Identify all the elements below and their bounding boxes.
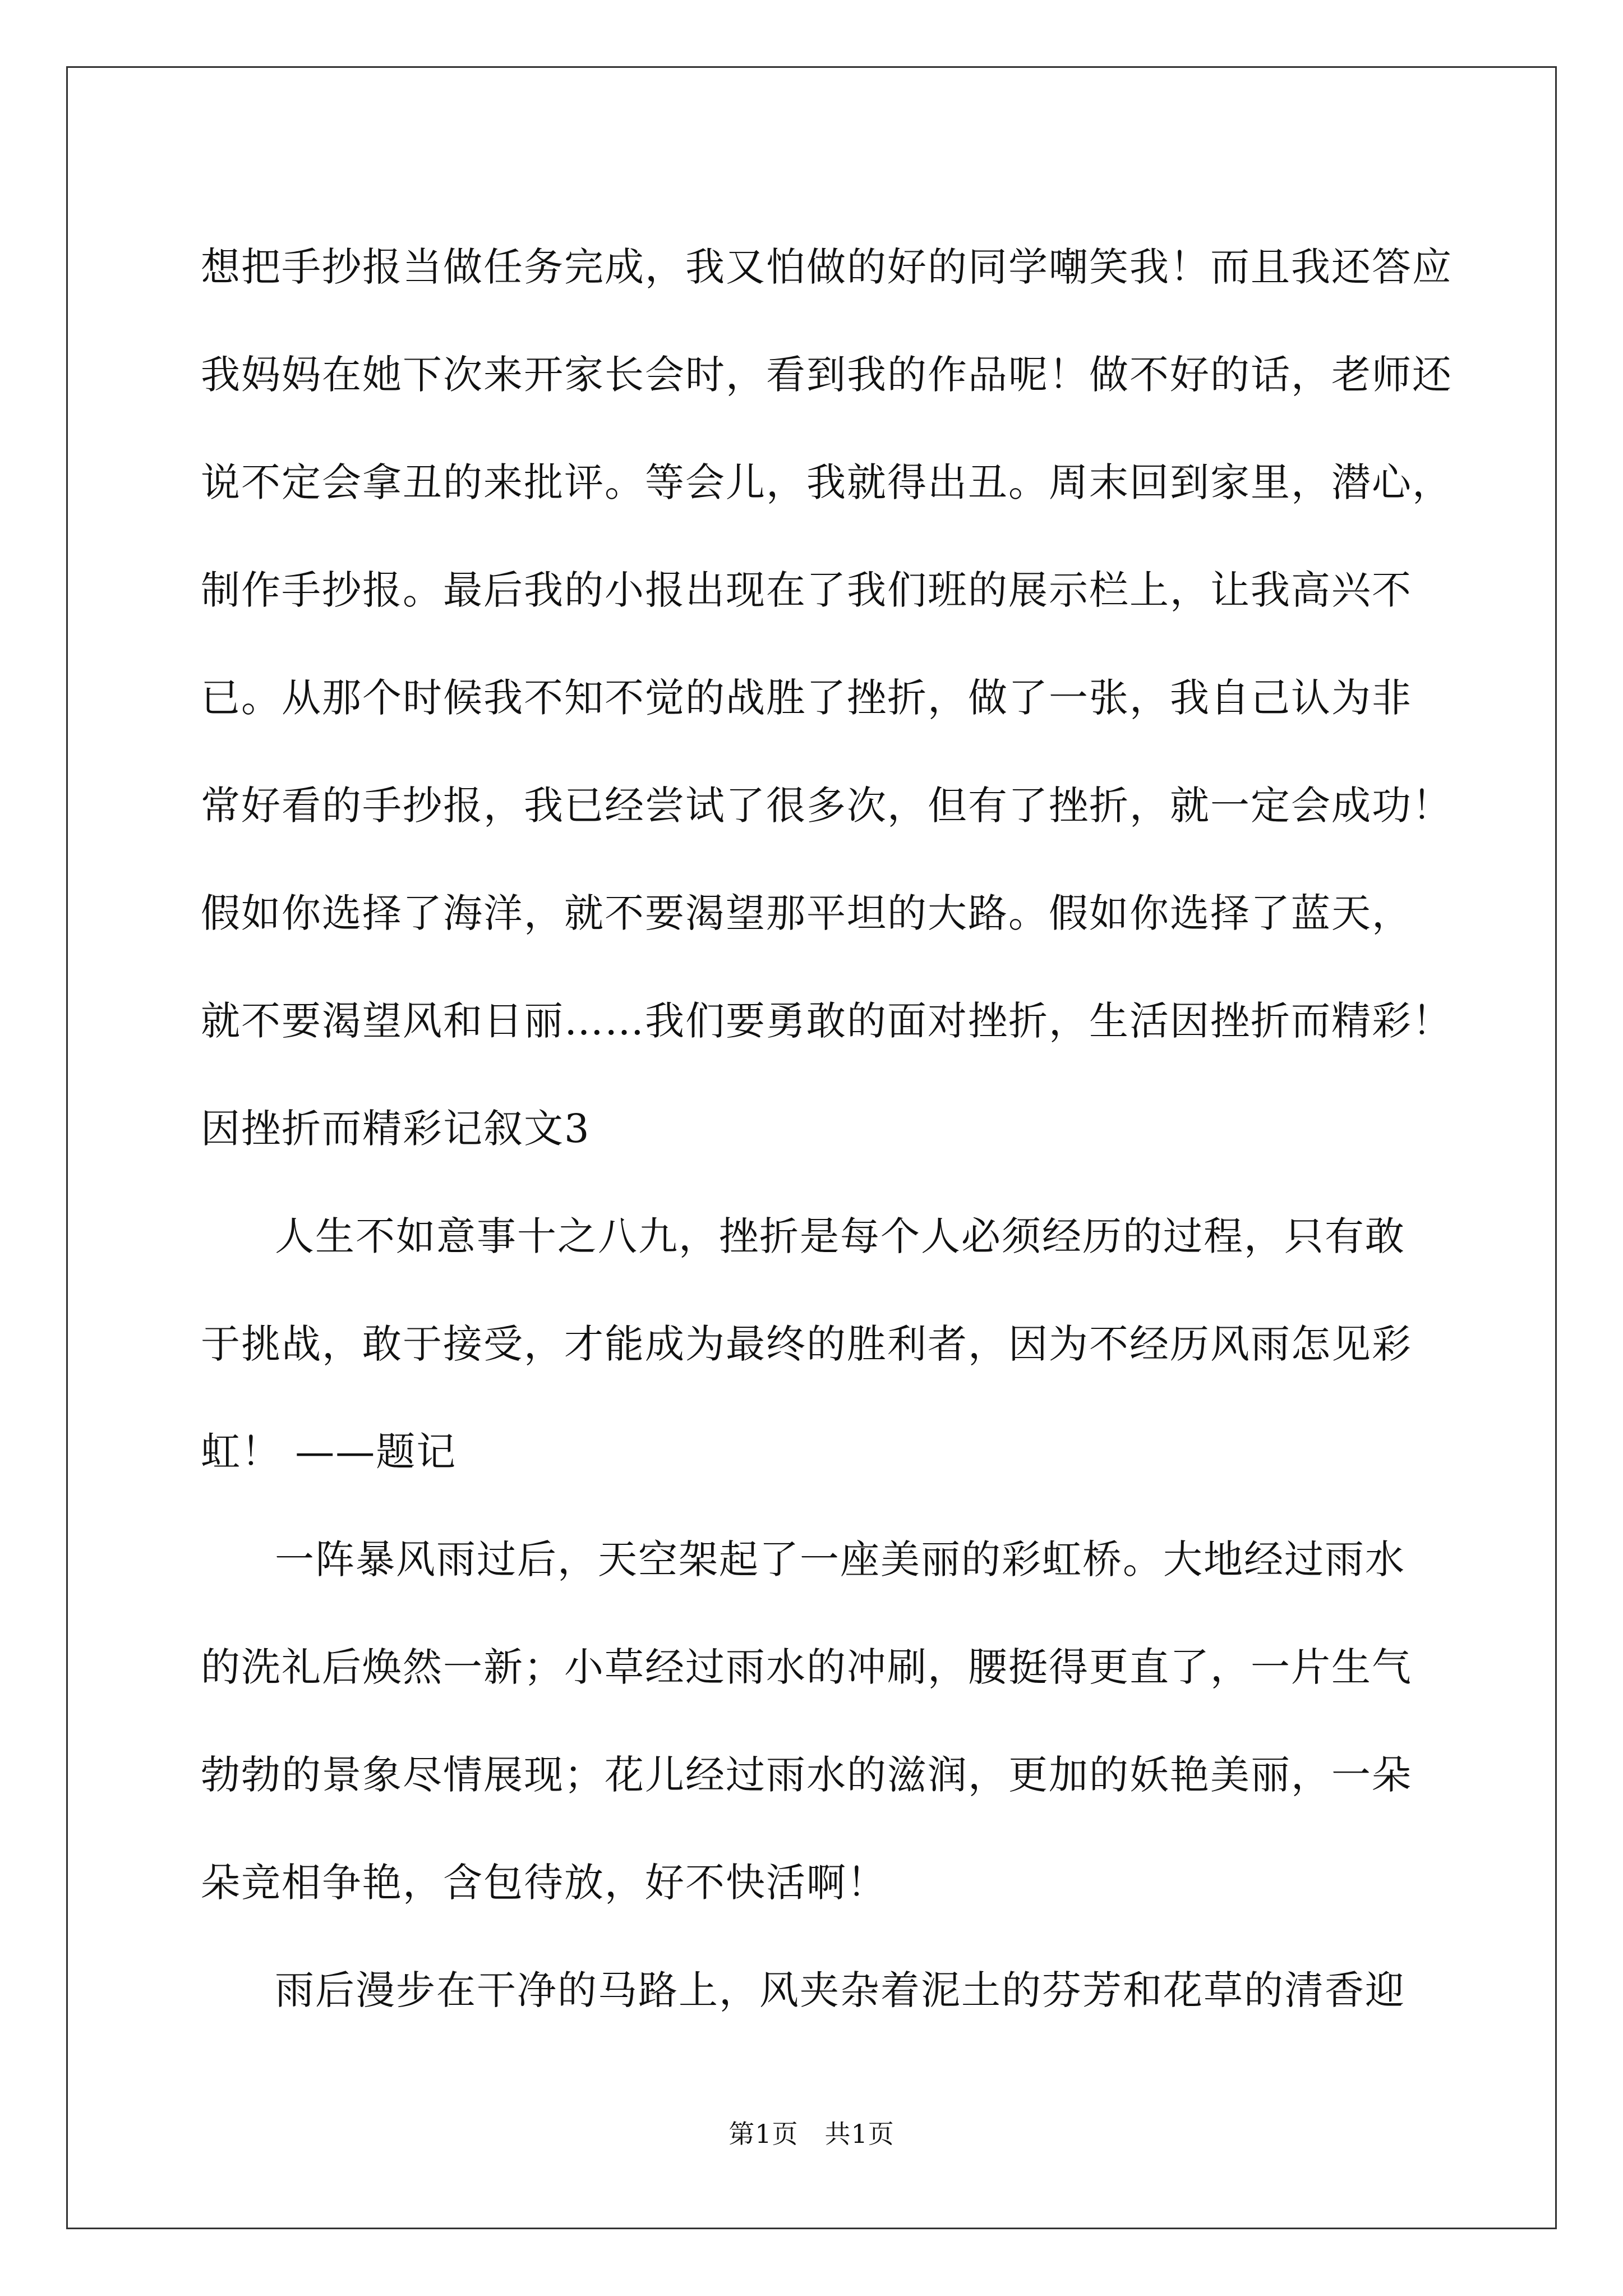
paragraph-continuation bbox=[201, 213, 1453, 1075]
text-line: 就不要渴望风和日丽……我们要勇敢的面对挫折，生活因挫折而精彩！ bbox=[201, 998, 1453, 1044]
document-body bbox=[201, 213, 1453, 2044]
paragraph-intro bbox=[201, 1182, 1422, 1506]
text-line: 一阵暴风雨过后，天空架起了一座美丽的彩虹桥。大地经过雨水 bbox=[275, 1536, 1405, 1582]
text-line: 常好看的手抄报，我已经尝试了很多次，但有了挫折，就一定会成功！ bbox=[201, 783, 1453, 829]
text-line: 我妈妈在她下次来开家长会时，看到我的作品呢！做不好的话，老师还 bbox=[201, 352, 1453, 398]
text-line: 已。从那个时候我不知不觉的战胜了挫折，做了一张，我自己认为非 bbox=[201, 675, 1412, 721]
text-line: 朵竞相争艳，含包待放，好不快活啊！ bbox=[201, 1860, 887, 1906]
text-line: 人生不如意事十之八九，挫折是每个人必须经历的过程，只有敢 bbox=[275, 1213, 1405, 1259]
text-line: 假如你选择了海洋，就不要渴望那平坦的大路。假如你选择了蓝天， bbox=[201, 890, 1412, 936]
text-line: 的洗礼后焕然一新；小草经过雨水的冲刷，腰挺得更直了，一片生气 bbox=[201, 1644, 1412, 1690]
text-line: 雨后漫步在干净的马路上，风夹杂着泥土的芬芳和花草的清香迎 bbox=[275, 1967, 1405, 2013]
text-line: 制作手抄报。最后我的小报出现在了我们班的展示栏上，让我高兴不 bbox=[201, 567, 1412, 613]
text-line: 虹！ ——题记 bbox=[201, 1429, 457, 1475]
paragraph-walk bbox=[201, 1936, 1422, 2044]
text-line: 勃勃的景象尽情展现；花儿经过雨水的滋润，更加的妖艳美丽，一朵 bbox=[201, 1752, 1412, 1798]
essay-heading: 因挫折而精彩记叙文3 bbox=[201, 1106, 591, 1152]
text-line: 想把手抄报当做任务完成，我又怕做的好的同学嘲笑我！而且我还答应 bbox=[201, 244, 1453, 290]
text-line: 说不定会拿丑的来批评。等会儿，我就得出丑。周末回到家里，潜心， bbox=[201, 459, 1453, 505]
text-line: 于挑战，敢于接受，才能成为最终的胜利者，因为不经历风雨怎见彩 bbox=[201, 1321, 1412, 1367]
page-footer: 第1页 共1页 bbox=[728, 2119, 895, 2149]
paragraph-rainbow bbox=[201, 1506, 1422, 1936]
